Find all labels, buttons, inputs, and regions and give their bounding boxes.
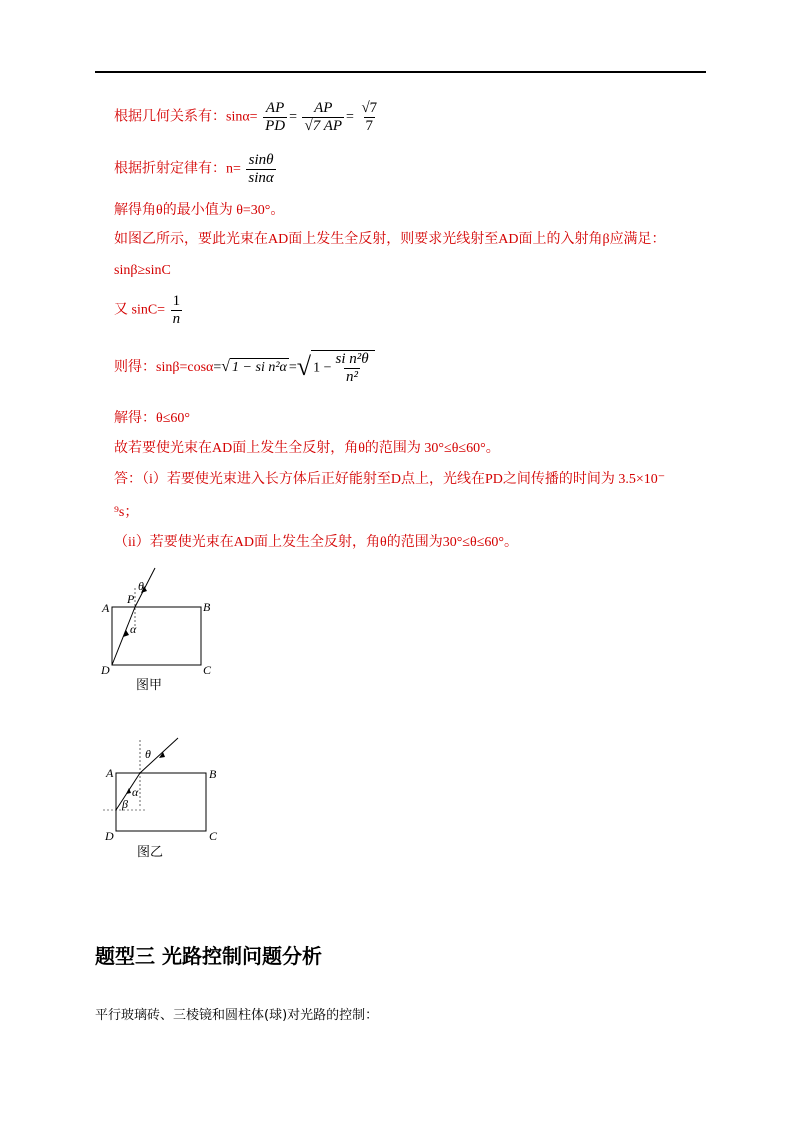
figure-b-condition-line: 如图乙所示，要此光束在AD面上发生全反射，则要求光线射至AD面上的入射角β应满足：: [114, 232, 666, 247]
radical-1-sin2alpha: 1 − si n²α: [232, 360, 287, 376]
geometry-relation-line: 根据几何关系有：sinα= $\frac{AP}{PD}$ = $\frac{AP}{√7 AP}$ = $\frac{√7}{7}$: [114, 100, 378, 134]
figure-b-label-c: C: [209, 829, 218, 843]
figure-a-arrow-2: [123, 630, 129, 637]
cos-alpha-line: 则得：sinβ=cosα=√ 1 − si n²α =√ 1 − $\frac{\text{si n²θ}}{\text{n²}}$: [114, 350, 375, 386]
figure-a-label-b: B: [203, 600, 211, 614]
figure-b-label-alpha: α: [132, 785, 139, 799]
range-conclusion-line: 故若要使光束在AD面上发生全反射，角θ的范围为 30°≤θ≤60°。: [114, 441, 500, 456]
header-rule: [95, 71, 706, 73]
fraction-ap-sqrt7ap: $\frac{AP}{√7 AP}$: [304, 100, 343, 134]
radical-1-sin2theta-n2: 1 − $\frac{\text{si n²θ}}{\text{n²}}$: [311, 350, 375, 386]
answer-i-line: 答：（i）若要使光束进入长方体后正好能射至D点上，光线在PD之间传播的时间为 3.5×10⁻: [114, 472, 666, 487]
section-intro-text: 平行玻璃砖、三棱镜和圆柱体(球)对光路的控制：: [95, 1008, 379, 1023]
geometry-relation-label: 根据几何关系有：sinα=: [114, 109, 258, 125]
fraction-sqrt7-7: $\frac{√7}{7}$: [361, 100, 378, 134]
sinc-label: 又 sinC=: [114, 302, 166, 318]
figure-b-label-a: A: [106, 766, 114, 780]
fraction-ap-pd: $\frac{AP}{PD}$: [265, 100, 286, 134]
figure-a-label-c: C: [203, 663, 212, 677]
figure-a-label-alpha: α: [130, 622, 137, 636]
sin-inequality-line: sinβ≥sinC: [114, 263, 171, 278]
min-angle-line: 解得角θ的最小值为 θ=30°。: [114, 203, 285, 218]
fraction-1-n: $\frac{1}{n}$: [172, 293, 181, 327]
figure-b-rectangle: [116, 773, 206, 831]
refraction-law-line: [114, 152, 278, 187]
figure-b-diagram: [95, 728, 230, 863]
figure-a-caption: 图甲: [136, 678, 163, 693]
figure-b-label-theta: θ: [145, 747, 151, 761]
figure-b-label-b: B: [209, 767, 217, 781]
cos-alpha-label: 则得：sinβ=cosα: [114, 360, 214, 376]
figure-a-label-a: A: [102, 601, 110, 615]
answer-i-continuation: ⁹s；: [114, 505, 139, 520]
refraction-law-label: 根据折射定律有：n=: [114, 161, 241, 177]
fraction-sintheta-sinalpha: $\frac{\sin\theta}{\sin\alpha}$: [248, 152, 274, 186]
section-heading: 题型三 光路控制问题分析: [95, 944, 322, 968]
figure-a-label-theta: θ: [138, 579, 144, 593]
figure-a-label-p: P: [127, 592, 135, 606]
solution-theta-line: 解得：θ≤60°: [114, 411, 190, 426]
figure-b-label-d: D: [105, 829, 114, 843]
sinc-line: [114, 293, 184, 328]
figure-b-caption: 图乙: [137, 845, 164, 860]
figure-a-diagram: [95, 560, 230, 695]
figure-a-label-d: D: [101, 663, 110, 677]
answer-ii-line: （ii）若要使光束在AD面上发生全反射，角θ的范围为30°≤θ≤60°。: [114, 535, 518, 550]
figure-b-label-beta: β: [122, 797, 128, 811]
